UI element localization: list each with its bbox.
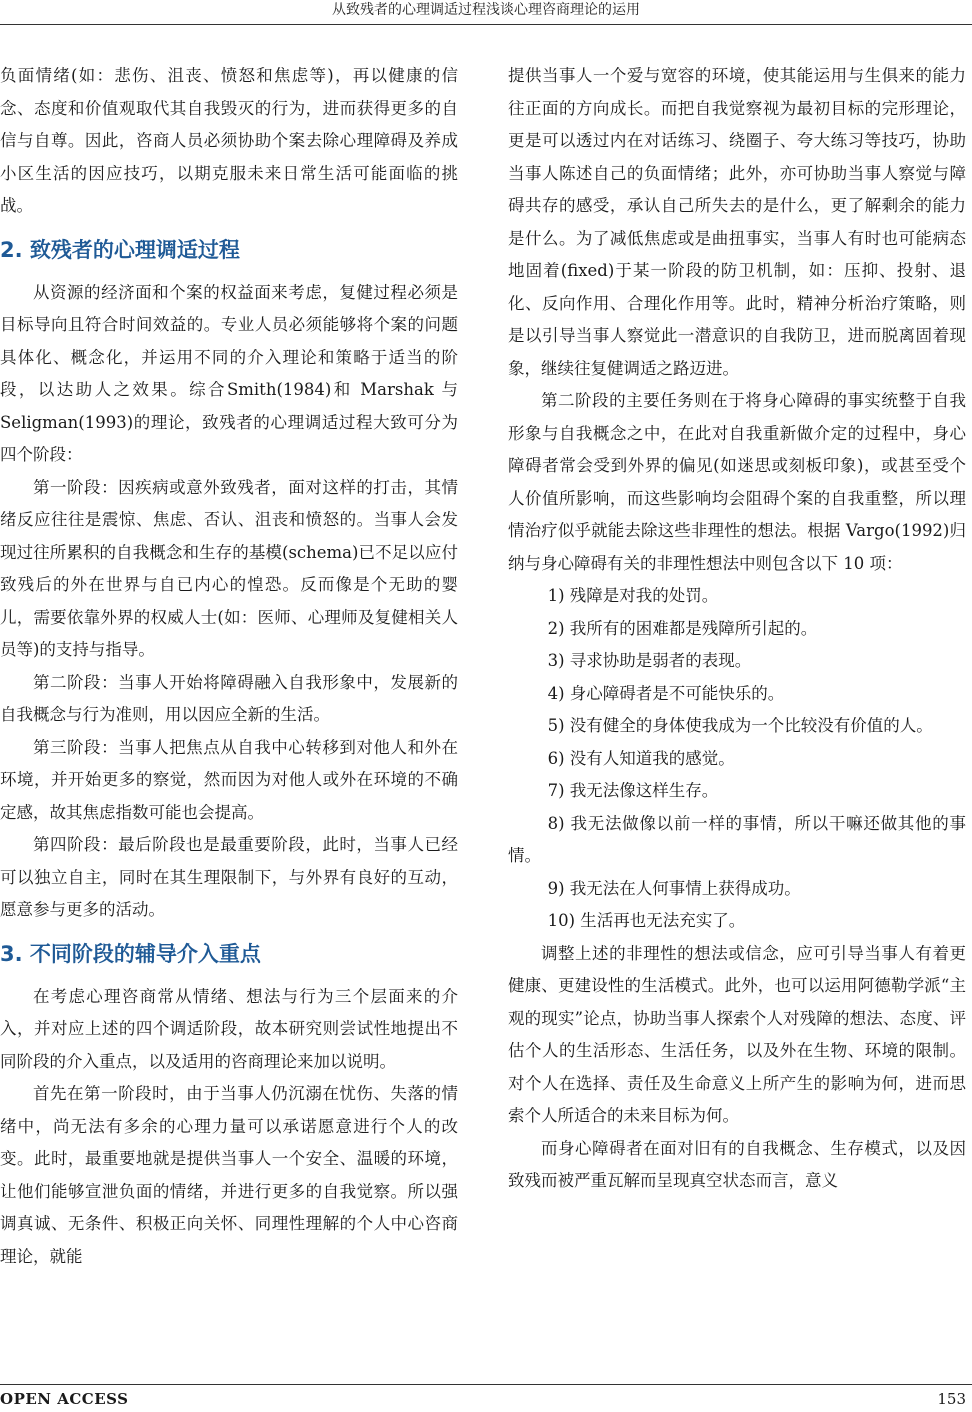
list-item: 8) 我无法做像以前一样的事情，所以干嘛还做其他的事情。	[508, 813, 966, 865]
list-item: 10) 生活再也无法充实了。	[547, 911, 746, 930]
paragraph-stage-3: 第三阶段：当事人把焦点从自我中心转移到对他人和外在环境，并开始更多的察觉，然而因为对他人或外在环境的不确定感，故其焦虑指数可能也会提高。	[0, 737, 458, 822]
page-number: 153	[937, 1390, 966, 1408]
running-header: 从致残者的心理调适过程浅谈心理咨商理论的运用	[332, 2, 640, 18]
paragraph-stage-2: 第二阶段：当事人开始将障碍融入自我形象中，发展新的自我概念与行为准则，用以因应全新的生活。	[0, 672, 458, 724]
paragraph: 负面情绪(如：悲伤、沮丧、愤怒和焦虑等)，再以健康的信念、态度和价值观取代其自我毁灭的行为，进而获得更多的自信与自尊。因此，咨商人员必须协助个案去除心理障碍及养成小区生活的因应技巧，以期克服未来日常生活可能面临的挑战。	[0, 66, 458, 215]
paragraph-stage-1: 第一阶段：因疾病或意外致残者，面对这样的打击，其情绪反应往往是震惊、焦虑、否认、沮丧和愤怒的。当事人会发现过往所累积的自我概念和生存的基模(schema)已不足以应付致残后的外在世界与自已内心的惶恐。反而像是个无助的婴儿，需要依靠外界的权威人士(如：医师、心理师及复健相关人员等)的支持与指导。	[0, 477, 458, 659]
footer-rule	[0, 1384, 972, 1385]
paragraph: 首先在第一阶段时，由于当事人仍沉溺在忧伤、失落的情绪中，尚无法有多余的心理力量可以承诺愿意进行个人的改变。此时，最重要地就是提供当事人一个安全、温暖的环境，让他们能够宣泄负面的情绪，并进行更多的自我觉察。所以强调真诚、无条件、积极正向关怀、同理性理解的个人中心咨商理论，就能	[0, 1084, 458, 1266]
list-item: 3) 寻求协助是弱者的表现。	[547, 651, 752, 670]
paragraph: 提供当事人一个爱与宽容的环境，使其能运用与生俱来的能力往正面的方向成长。而把自我觉察视为最初目标的完形理论，更是可以透过内在对话练习、绕圈子、夸大练习等技巧，协助当事人陈述自己的负面情绪；此外，亦可协助当事人察觉与障碍共存的感受，承认自己所失去的是什么，更了解剩余的能力是什么。为了减低焦虑或是曲扭事实，当事人有时也可能病态地固着(fixed)于某一阶段的防卫机制，如：压抑、投射、退化、反向作用、合理化作用等。此时，精神分析治疗策略，则是以引导当事人察觉此一潜意识的自我防卫，进而脱离固着现象，继续往复健调适之路迈进。	[508, 66, 966, 378]
left-column	[0, 60, 458, 1273]
paragraph-stage-4: 第四阶段：最后阶段也是最重要阶段，此时，当事人已经可以独立自主，同时在其生理限制下，与外界有良好的互动，愿意参与更多的活动。	[0, 835, 458, 919]
list-item: 4) 身心障碍者是不可能快乐的。	[547, 683, 785, 703]
header-rule	[0, 24, 972, 25]
section-heading-3: 3. 不同阶段的辅导介入重点	[0, 941, 261, 966]
list-item: 5) 没有健全的身体使我成为一个比较没有价值的人。	[547, 716, 933, 735]
paragraph: 在考虑心理咨商常从情绪、想法与行为三个层面来的介入，并对应上述的四个调适阶段，故本研究则尝试性地提出不同阶段的介入重点，以及适用的咨商理论来加以说明。	[0, 986, 458, 1071]
right-column	[508, 60, 966, 1198]
list-item: 9) 我无法在人何事情上获得成功。	[547, 878, 801, 898]
open-access-label: OPEN ACCESS	[0, 1390, 129, 1408]
list-item: 1) 残障是对我的处罚。	[547, 586, 719, 605]
list-item: 7) 我无法像这样生存。	[547, 781, 719, 800]
paragraph: 调整上述的非理性的想法或信念，应可引导当事人有着更健康、更建设性的生活模式。此外，也可以运用阿德勒学派“主观的现实”论点，协助当事人探索个人对残障的想法、态度、评估个人的生活形态、生活任务，以及外在生物、环境的限制。对个人在选择、责任及生命意义上所产生的影响为何，进而思索个人所适合的未来目标为何。	[508, 943, 966, 1125]
list-item: 2) 我所有的困难都是残障所引起的。	[547, 618, 818, 638]
list-item: 6) 没有人知道我的感觉。	[547, 748, 735, 768]
paragraph: 第二阶段的主要任务则在于将身心障碍的事实统整于自我形象与自我概念之中，在此对自我重新做介定的过程中，身心障碍者常会受到外界的偏见(如迷思或刻板印象)，或甚至受个人价值所影响，而这些影响均会阻碍个案的自我重整，所以理情治疗似乎就能去除这些非理性的想法。根据 Vargo(1992)归纳与身心障碍有关的非理性想法中则包含以下 10 项：	[508, 391, 966, 573]
section-heading-2: 2. 致残者的心理调适过程	[0, 237, 240, 262]
paragraph: 从资源的经济面和个案的权益面来考虑，复健过程必须是目标导向且符合时间效益的。专业人员必须能够将个案的问题具体化、概念化，并运用不同的介入理论和策略于适当的阶段，以达助人之效果。综合Smith(1984)和 Marshak 与 Seligman(1993)的理论，致残者的心理调适过程大致可分为四个阶段：	[0, 282, 458, 464]
paragraph: 而身心障碍者在面对旧有的自我概念、生存模式，以及因致残而被严重瓦解而呈现真空状态而言，意义	[508, 1138, 966, 1190]
